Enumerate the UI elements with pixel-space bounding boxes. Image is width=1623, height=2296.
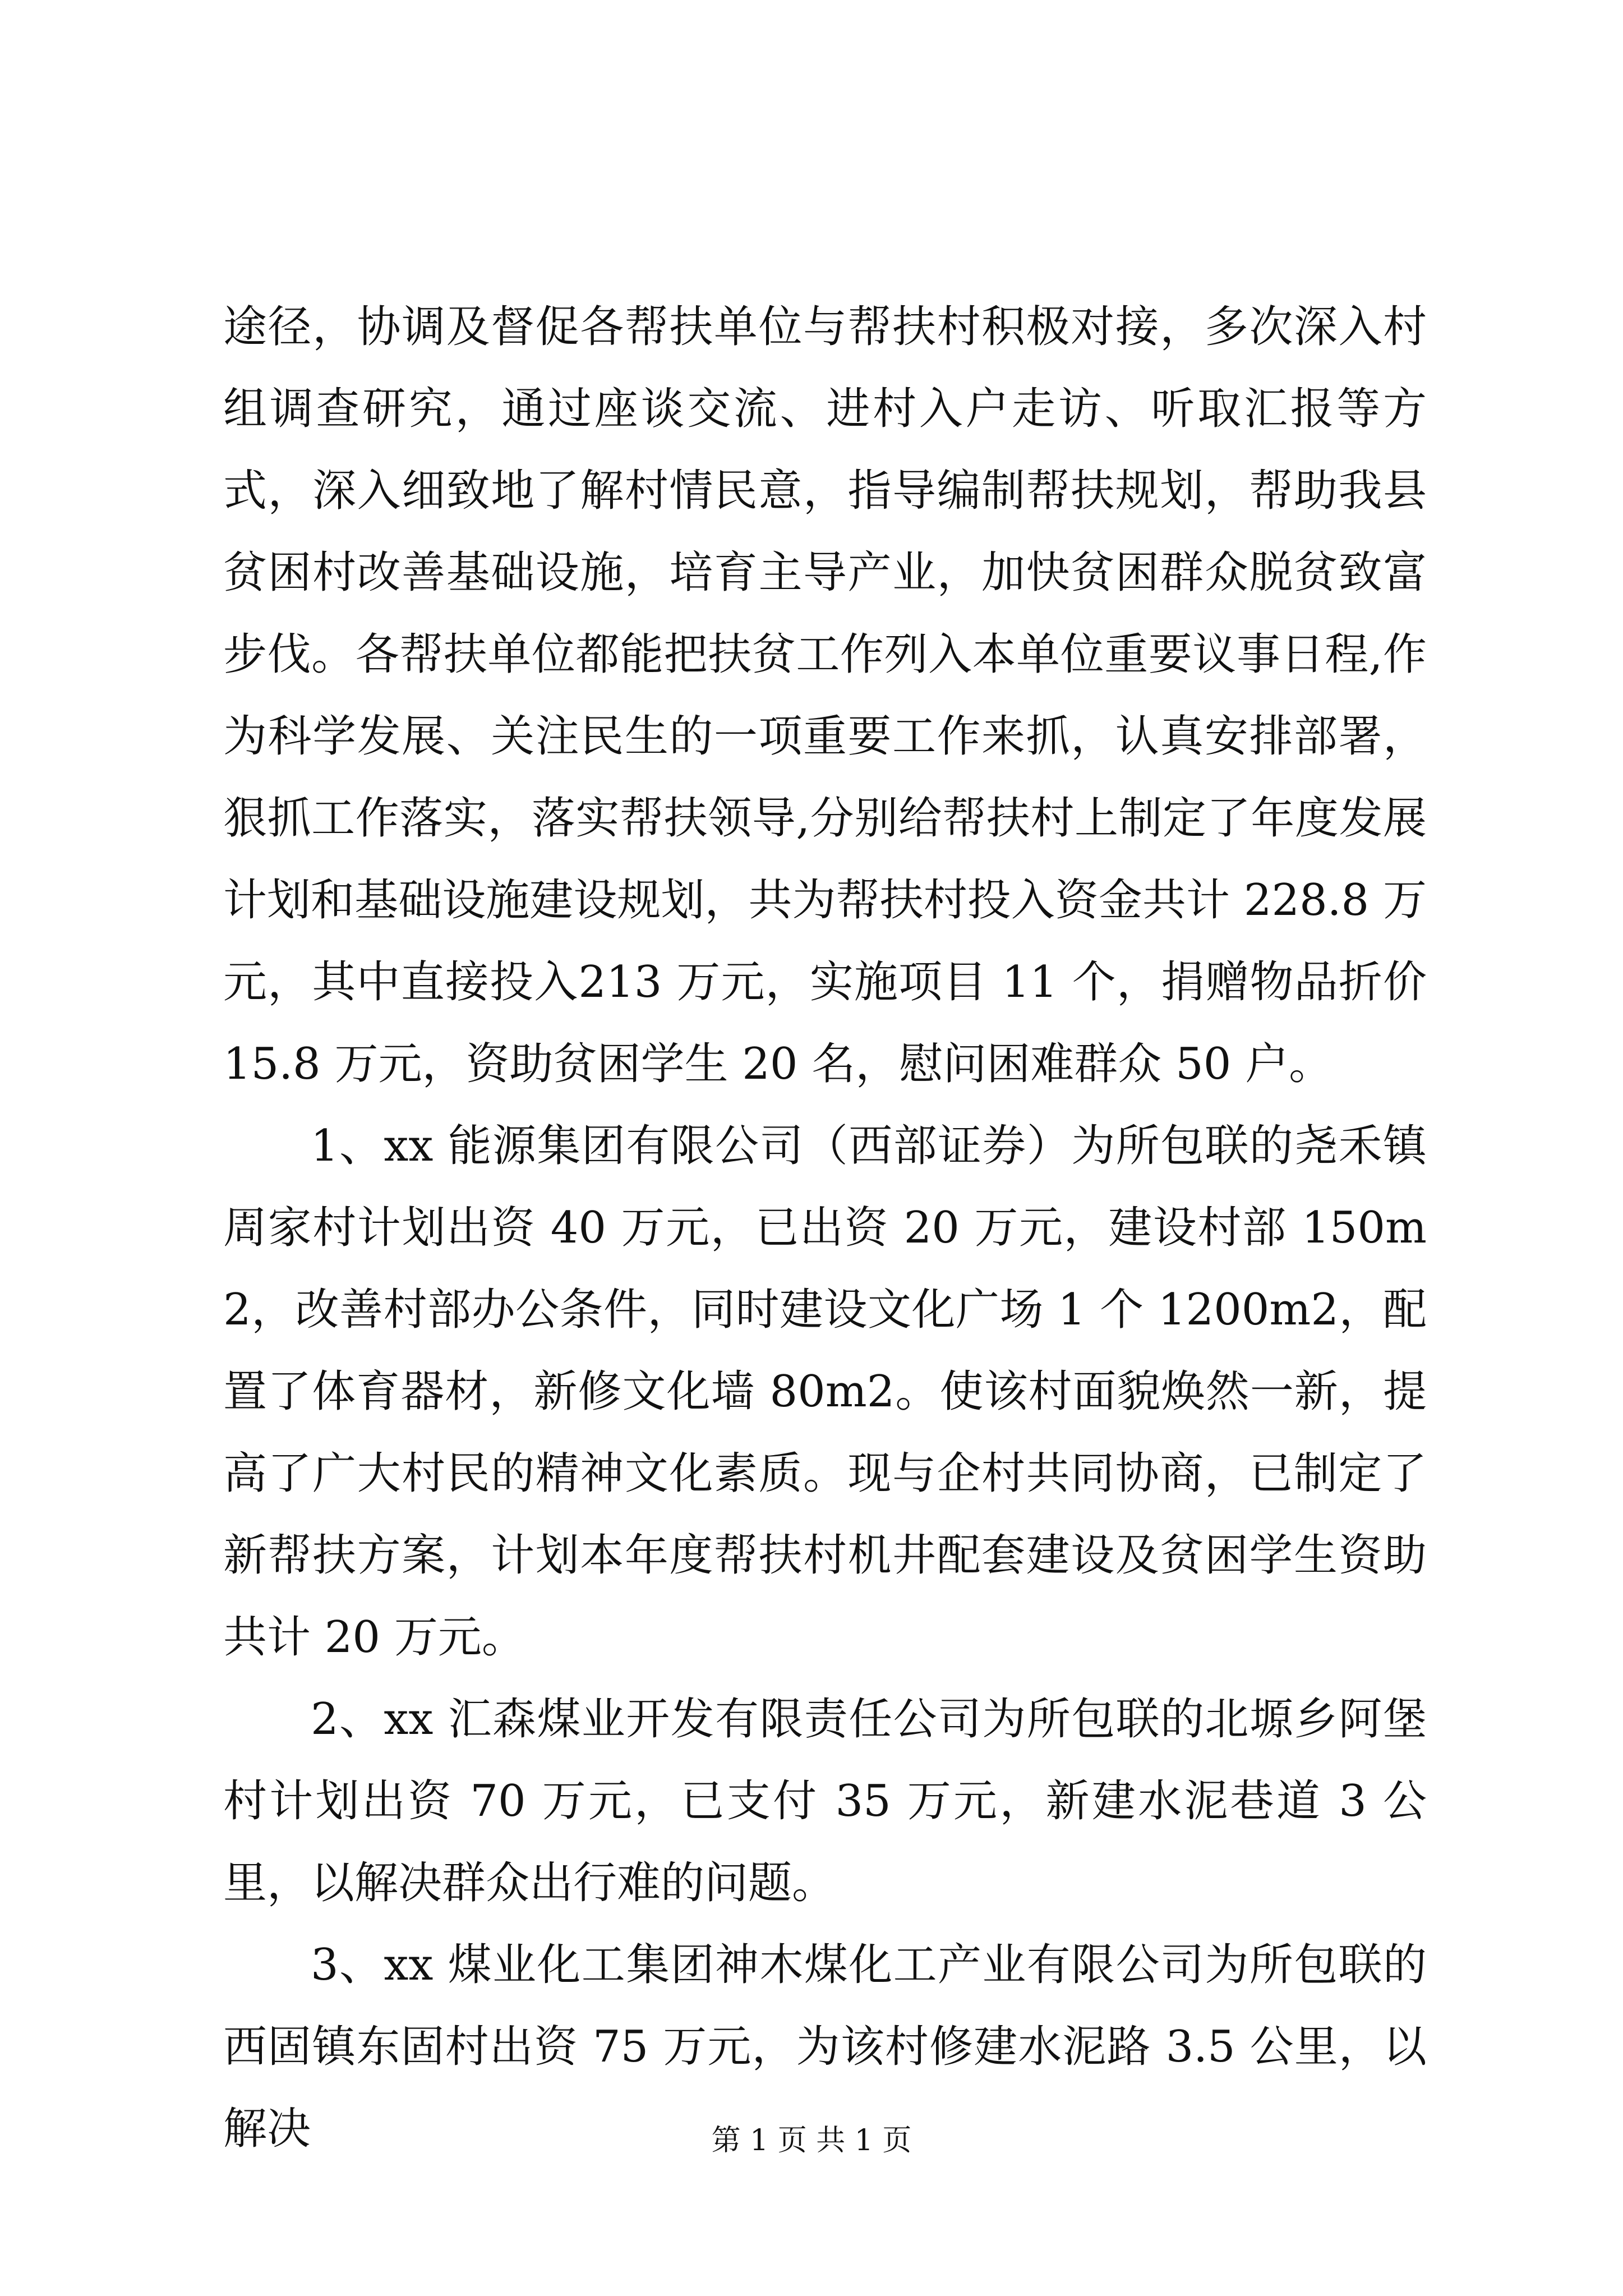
body-paragraph-item-1: 1、xx 能源集团有限公司（西部证券）为所包联的尧禾镇周家村计划出资 40 万元，已出资 20 万元，建设村部 150m2，改善村部办公条件，同时建设文化广场 1 个 1200m2，配置了体育器材，新修文化墙 80m2。使该村面貌焕然一新，提高了广大村民的精神文化素质。现与企村共同协商，已制定了新帮扶方案，计划本年度帮扶村机井配套建设及贫困学生资助共计 20 万元。 xyxy=(223,1121,1427,1663)
body-paragraph-item-3: 3、xx 煤业化工集团神木煤化工产业有限公司为所包联的西固镇东固村出资 75 万元，为该村修建水泥路 3.5 公里，以解决 xyxy=(223,1940,1427,2154)
page-number-footer: 第 1 页 共 1 页 xyxy=(711,2124,912,2157)
body-paragraph-continued: 途径，协调及督促各帮扶单位与帮扶村积极对接，多次深入村组调查研究，通过座谈交流、进村入户走访、听取汇报等方式，深入细致地了解村情民意，指导编制帮扶规划，帮助我县贫困村改善基础设施，培育主导产业，加快贫困群众脱贫致富步伐。各帮扶单位都能把扶贫工作列入本单位重要议事日程,作为科学发展、关注民生的一项重要工作来抓，认真安排部署，狠抓工作落实，落实帮扶领导,分别给帮扶村上制定了年度发展计划和基础设施建设规划，共为帮扶村投入资金共计 228.8 万元，其中直接投入213 万元，实施项目 11 个，捐赠物品折价 15.8 万元，资助贫困学生 20 名，慰问困难群众 50 户。 xyxy=(223,302,1427,1089)
body-paragraph-item-2: 2、xx 汇森煤业开发有限责任公司为所包联的北塬乡阿堡村计划出资 70 万元，已支付 35 万元，新建水泥巷道 3 公里，以解决群众出行难的问题。 xyxy=(223,1694,1427,1908)
document-body xyxy=(223,286,1427,2170)
